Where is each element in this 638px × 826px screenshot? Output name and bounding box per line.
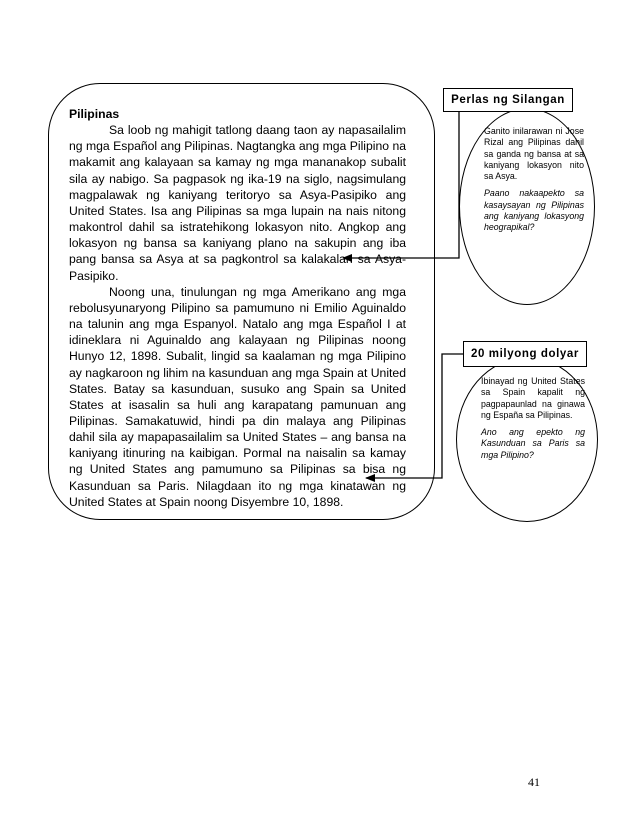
- note-2-text: Ibinayad ng United States sa Spain kapalit ng pagpapaunlad na ginawa ng España sa Pilipinas.: [481, 376, 585, 420]
- note-1-question: Paano nakaapekto sa kasaysayan ng Pilipinas ang kaniyang lokasyong heograpikal?: [484, 188, 584, 233]
- note-1: [484, 126, 584, 234]
- label-perlas-ng-silangan: Perlas ng Silangan: [443, 88, 573, 112]
- note-2-question: Ano ang epekto ng Kasunduan sa Paris sa mga Pilipino?: [481, 427, 585, 460]
- note-2: [481, 376, 585, 461]
- paragraph-2: Noong una, tinulungan ng mga Amerikano ang mga rebolusyunaryong Pilipino sa pamumuno ni Emilio Aguinaldo na talunin ang mga Espanyol. Natalo ang mga Español I at idineklara ni Aguinaldo ang kalayaan ng Pilipinas noong Hunyo 12, 1898. Subalit, lingid sa kaalaman ng mga Pilipino ay nagkaroon ng lihim na kasunduan ang mga Spain at United States. Batay sa kasunduan, susuko ang Spain sa United States at isasalin sa huli ang karapatang pamunuan ang Pilipinas. Samakatuwid, hindi pa din malaya ang Pilipinas dahil sila ay mapapasailalim sa United States – ang bansa na kaniyang itinuring na kaibigan. Pormal na naisalin sa kamay ng United States ang pamumuno sa Pilipinas sa bisa ng Kasunduan sa Paris. Nilagdaan ito ng mga kinatawan ng United States at Spain noong Disyembre 10, 1898.: [69, 284, 406, 509]
- paragraph-1: Sa loob ng mahigit tatlong daang taon ay napasailalim ng mga Español ang Pilipinas. Nagtangka ang mga Pilipino na makamit ang kalayaan sa kamay ng mga mananakop subalit sila ay nabigo. Sa pagpasok ng ika-19 na siglo, nagsimulang magpalawak ng kaniyang teritoryo sa Asya-Pasipiko ang United States. Isa ang Pilipinas sa mga lupain na nais nitong makontrol dahil sa istratehikong lokasyon nito. Angkop ang lokasyon ng bansa sa kaniyang plano na sakupin ang iba pang bansa sa Asya at sa pagkontrol sa kalakalan sa Asya-Pasipiko.: [69, 123, 406, 283]
- note-1-text: Ganito inilarawan ni Jose Rizal ang Pilipinas dahil sa ganda ng bansa at sa kaniyang lokasyon nito sa Asya.: [484, 126, 584, 182]
- page-number: 41: [528, 775, 540, 789]
- connector-arrow-1: [343, 112, 459, 258]
- section-title: Pilipinas: [69, 107, 120, 121]
- label-20-milyong-dolyar: 20 milyong dolyar: [463, 341, 587, 367]
- connector-arrow-2: [366, 354, 463, 478]
